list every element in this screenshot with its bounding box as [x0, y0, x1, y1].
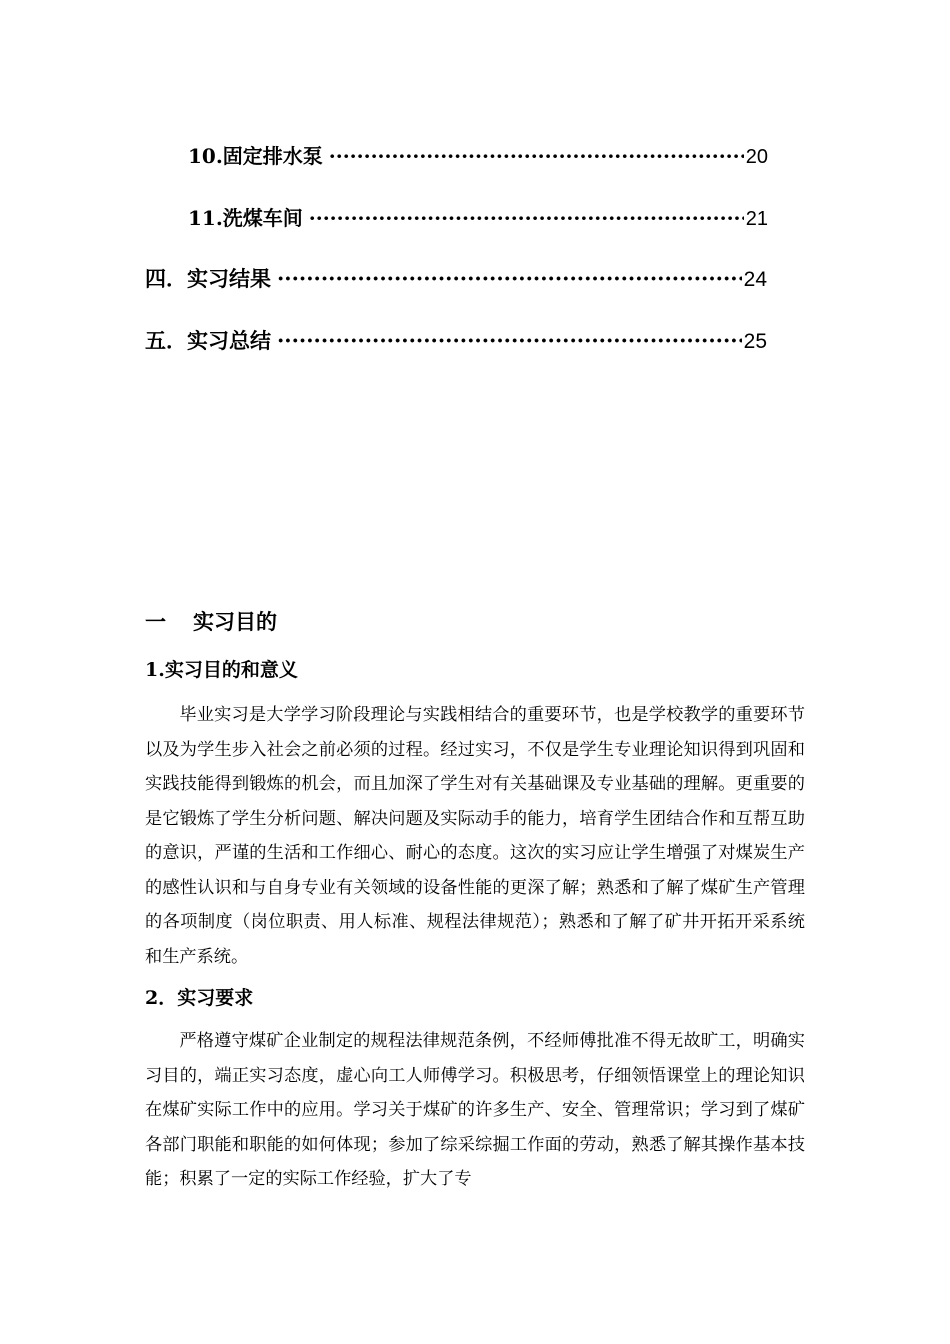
- toc-leader-dots: [277, 266, 742, 291]
- subsection-heading: 2．实习要求: [145, 987, 254, 1009]
- toc-entry[interactable]: [145, 263, 767, 293]
- toc-entry[interactable]: [188, 202, 768, 231]
- toc-leader-dots: [277, 328, 742, 353]
- toc-entry[interactable]: [188, 140, 768, 169]
- toc-entry-label: 11.洗煤车间: [188, 206, 303, 230]
- toc-entry-label: 10.固定排水泵: [188, 144, 323, 168]
- toc-entry[interactable]: [145, 325, 767, 355]
- subsection-heading: 1.实习目的和意义: [145, 659, 298, 681]
- toc-entry-page: 25: [743, 330, 767, 353]
- section-number: 一: [145, 609, 166, 634]
- toc-leader-dots: [309, 206, 744, 230]
- toc-entry-page: 24: [743, 268, 767, 291]
- body-paragraph: 毕业实习是大学学习阶段理论与实践相结合的重要环节，也是学校教学的重要环节以及为学生步入社会之前必须的过程。经过实习，不仅是学生专业理论知识得到巩固和实践技能得到锻炼的机会，而且加深了学生对有关基础课及专业基础的理解。更重要的是它锻炼了学生分析问题、解决问题及实际动手的能力，培育学生团结合作和互帮互助的意识，严谨的生活和工作细心、耐心的态度。这次的实习应让学生增强了对煤炭生产的感性认识和与自身专业有关领域的设备性能的更深了解；熟悉和了解了煤矿生产管理的各项制度（岗位职责、用人标准、规程法律规范）；熟悉和了解了矿井开拓开采系统和生产系统。: [145, 705, 805, 967]
- toc-entry-label: 四．实习结果: [145, 266, 271, 291]
- section-title: 实习目的: [193, 609, 277, 634]
- body-paragraph: 严格遵守煤矿企业制定的规程法律规范条例，不经师傅批准不得无故旷工，明确实习目的，端正实习态度，虚心向工人师傅学习。积极思考，仔细领悟课堂上的理论知识在煤矿实际工作中的应用。学习关于煤矿的许多生产、安全、管理常识；学习到了煤矿各部门职能和职能的如何体现；参加了综采综掘工作面的劳动，熟悉了解其操作基本技能；积累了一定的实际工作经验，扩大了专: [145, 1031, 805, 1189]
- toc-entry-page: 20: [745, 146, 768, 168]
- section-heading: [145, 606, 277, 636]
- toc-leader-dots: [329, 144, 744, 168]
- toc-entry-page: 21: [745, 208, 768, 230]
- toc-entry-label: 五．实习总结: [145, 328, 271, 353]
